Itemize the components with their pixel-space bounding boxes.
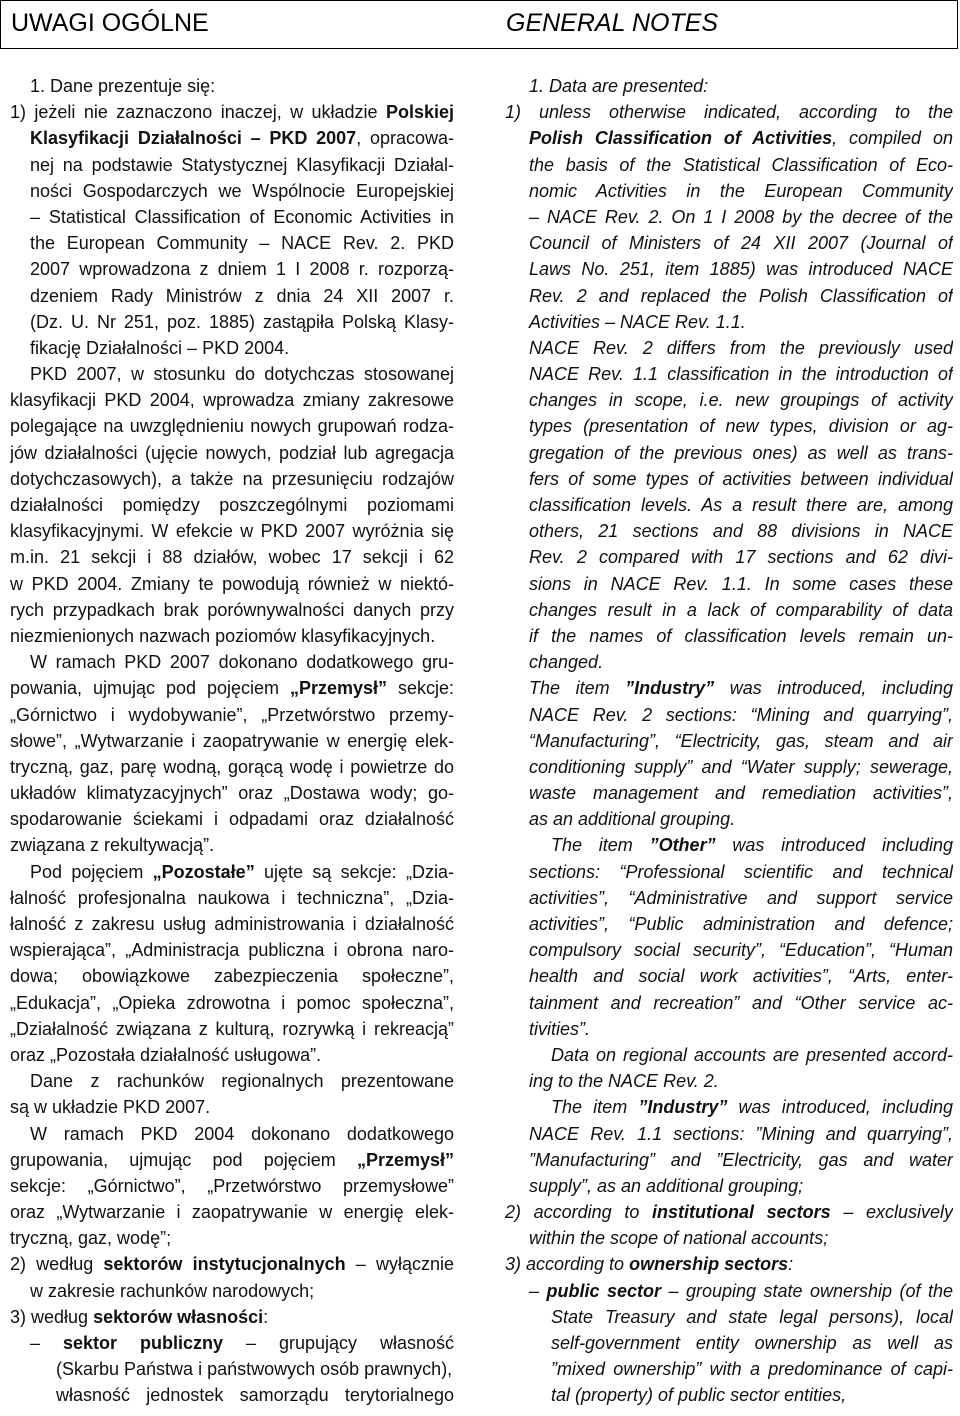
en-text-line: The item ”Other” was introduced including: [551, 835, 953, 856]
en-text-line: types (presentation of new types, division or ag-: [529, 416, 953, 437]
pl-text-line: łalność profesjonalna naukowa i techniczna”, „Dzia-: [10, 887, 454, 908]
pl-text-line: klasyfikacyjnymi. W efekcie w PKD 2007 wyróżnia się: [10, 521, 454, 542]
en-text-line: health and social work activities”, “Arts, enter-: [529, 966, 953, 987]
en-text-line: activities”, “Administrative and support service: [529, 887, 953, 908]
en-text-line: changes in scope, i.e. new groupings of activity: [529, 390, 953, 411]
en-text-line: ”Manufacturing” and ”Electricity, gas and water: [529, 1149, 953, 1170]
en-text-line: Rev. 2 and replaced the Polish Classification of: [529, 285, 953, 306]
en-text-line: The item ”Industry” was introduced, including: [551, 1097, 953, 1118]
en-text-line: tal (property) of public sector entities,: [551, 1385, 847, 1406]
pl-text-line: własność jednostek samorządu terytorialnego: [56, 1385, 454, 1406]
pl-text-line: 2) według sektorów instytucjonalnych – wyłącznie: [10, 1254, 454, 1275]
en-text-line: Polish Classification of Activities, compiled on: [529, 128, 953, 149]
en-text-line: Activities – NACE Rev. 1.1.: [529, 311, 746, 332]
en-text-line: Laws No. 251, item 1885) was introduced NACE: [529, 259, 953, 280]
pl-text-line: W ramach PKD 2004 dokonano dodatkowego: [30, 1123, 454, 1144]
pl-text-line: sekcje: „Górnictwo”, „Przetwórstwo przemysłowe”: [10, 1175, 454, 1196]
pl-text-line: jów działalności (ujęcie nowych, podział lub agregacja: [10, 442, 454, 463]
pl-text-line: spodarowanie ściekami i odpadami oraz działalność: [10, 809, 454, 830]
pl-text-line: Klasyfikacji Działalności – PKD 2007, opracowa-: [30, 128, 454, 149]
en-text-line: ing to the NACE Rev. 2.: [529, 1071, 719, 1092]
en-text-line: supply”, as an additional grouping;: [529, 1175, 804, 1196]
en-text-line: Data on regional accounts are presented accord-: [551, 1044, 953, 1065]
pl-text-line: działalności pomiędzy poszczególnymi poziomami: [10, 495, 454, 515]
en-text-line: within the scope of national accounts;: [529, 1228, 829, 1249]
pl-text-line: tryczną, gaz, parę wodną, gorącą wodę i powietrze do: [10, 756, 454, 777]
pl-text-line: łalność z zakresu usług administrowania i działalność: [10, 914, 454, 934]
en-text-line: NACE Rev. 1.1 sections: ”Mining and quarrying”,: [529, 1123, 953, 1144]
pl-text-line: dotychczasowych), a także na przesunięciu rodzajów: [10, 468, 454, 489]
pl-text-line: – Statistical Classification of Economic Activities in: [30, 206, 454, 227]
en-text-line: ”mixed ownership” with a predominance of capi-: [551, 1359, 953, 1380]
pl-text-line: wspierająca”, „Administracja publiczna i obrona naro-: [10, 940, 454, 961]
en-text-line: NACE Rev. 2 sections: “Mining and quarrying”,: [529, 704, 953, 725]
en-text-line: “Manufacturing”, “Electricity, gas, steam and air: [529, 730, 953, 751]
pl-text-line: Pod pojęciem „Pozostałe” ujęte są sekcje: „Dzia-: [30, 861, 454, 882]
pl-text-line: oraz „Pozostała działalność usługowa”.: [10, 1044, 322, 1065]
en-text-line: – NACE Rev. 2. On 1 I 2008 by the decree of the: [529, 206, 953, 227]
header-title-pl: UWAGI OGÓLNE: [11, 9, 209, 37]
en-text-line: self-government entity ownership as well as: [551, 1333, 953, 1353]
pl-text-line: Dane z rachunków regionalnych prezentowane: [30, 1071, 454, 1092]
pl-text-line: związana z rekultywacją”.: [10, 835, 215, 856]
en-text-line: 2) according to institutional sectors – exclusively: [505, 1202, 953, 1223]
pl-text-line: m.in. 21 sekcji i 88 działów, wobec 17 sekcji i 62: [10, 547, 454, 568]
pl-text-line: 3) według sektorów własności:: [10, 1306, 269, 1327]
pl-text-line: układów klimatyzacyjnych” oraz „Dostawa wody; go-: [10, 783, 454, 804]
en-text-line: tainment and recreation” and “Other service ac-: [529, 992, 953, 1013]
pl-text-line: dzeniem Rady Ministrów z dnia 24 XII 2007 r.: [30, 285, 454, 306]
pl-text-line: są w układzie PKD 2007.: [10, 1097, 211, 1118]
pl-text-line: „Edukacja”, „Opieka zdrowotna i pomoc społeczna”,: [10, 992, 454, 1013]
en-text-line: as an additional grouping.: [529, 809, 736, 830]
en-text-line: changed.: [529, 652, 604, 673]
en-text-line: activities”, “Public administration and defence;: [529, 914, 953, 934]
pl-text-line: 1) jeżeli nie zaznaczono inaczej, w układzie Polskiej: [10, 102, 454, 123]
pl-text-line: niezmienionych nazwach poziomów klasyfikacyjnych.: [10, 625, 436, 646]
en-text-line: classification levels. As a result there are, among: [529, 495, 953, 515]
pl-text-line: w zakresie rachunków narodowych;: [30, 1280, 315, 1301]
pl-text-line: (Skarbu Państwa i państwowych osób prawnych),: [56, 1359, 453, 1380]
pl-text-line: dowa; obowiązkowe zabezpieczenia społeczne”,: [10, 966, 454, 987]
pl-text-line: polegające na uwzględnieniu nowych grupowań rodza-: [10, 416, 454, 437]
pl-text-line: powania, ujmując pod pojęciem „Przemysł” sekcje:: [10, 678, 454, 699]
en-text-line: if the names of classification levels remain un-: [529, 625, 953, 646]
en-text-line: tivities”.: [529, 1018, 591, 1039]
en-text-line: 1) unless otherwise indicated, according to the: [505, 102, 953, 123]
pl-text-line: 2007 wprowadzona z dniem 1 I 2008 r. rozporzą-: [30, 259, 454, 280]
pl-text-line: nej na podstawie Statystycznej Klasyfikacji Działal-: [30, 154, 454, 175]
en-text-line: 1. Data are presented:: [529, 76, 709, 96]
en-text-line: Council of Ministers of 24 XII 2007 (Journal of: [529, 233, 953, 254]
pl-text-line: w PKD 2004. Zmiany te powodują również w niektó-: [10, 573, 454, 594]
pl-text-line: klasyfikacji PKD 2004, wprowadza zmiany zakresowe: [10, 390, 454, 411]
en-text-line: NACE Rev. 1.1 classification in the introduction of: [529, 364, 953, 385]
pl-text-line: PKD 2007, w stosunku do dotychczas stosowanej: [30, 364, 454, 385]
en-text-line: others, 21 sections and 88 divisions in NACE: [529, 521, 953, 542]
en-text-line: changes result in a lack of comparability of data: [529, 599, 953, 620]
en-text-line: sections: “Professional scientific and technical: [529, 861, 953, 882]
pl-text-line: 1. Dane prezentuje się:: [30, 76, 216, 96]
pl-text-line: rych przypadkach brak porównywalności danych przy: [10, 599, 454, 620]
en-text-line: – public sector – grouping state ownership (of the: [529, 1280, 953, 1301]
en-text-line: 3) according to ownership sectors:: [505, 1254, 794, 1275]
en-text-line: NACE Rev. 2 differs from the previously used: [529, 337, 953, 358]
pl-text-line: – sektor publiczny – grupujący własność: [30, 1333, 454, 1353]
pl-text-line: (Dz. U. Nr 251, poz. 1885) zastąpiła Polską Klasy-: [30, 311, 454, 332]
pl-text-line: „Działalność związana z kulturą, rozrywką i rekreacją”: [10, 1018, 454, 1039]
en-text-line: The item ”Industry” was introduced, including: [529, 678, 953, 699]
pl-text-line: „Górnictwo i wydobywanie”, „Przetwórstwo przemy-: [10, 704, 454, 725]
pl-text-line: the European Community – NACE Rev. 2. PKD: [30, 233, 454, 254]
en-text-line: waste management and remediation activities”,: [529, 783, 953, 804]
en-text-line: compulsory social security”, “Education”, “Human: [529, 940, 953, 961]
section-header: [0, 0, 958, 49]
header-title-en: GENERAL NOTES: [506, 9, 719, 37]
pl-text-line: ności Gospodarczych we Wspólnocie Europejskiej: [30, 180, 454, 201]
en-text-line: fers of some types of activities between individual: [529, 468, 953, 489]
pl-text-line: oraz „Wytwarzanie i zaopatrywanie w energię elek-: [10, 1202, 454, 1223]
en-text-line: conditioning supply” and “Water supply; sewerage,: [529, 756, 953, 777]
en-text-line: Rev. 2 compared with 17 sections and 62 divi-: [529, 547, 953, 568]
pl-text-line: słowe”, „Wytwarzanie i zaopatrywanie w energię elek-: [10, 730, 454, 751]
polish-text-column: [10, 73, 454, 1409]
en-text-line: sions in NACE Rev. 1.1. In some cases these: [529, 573, 953, 594]
pl-text-line: fikację Działalności – PKD 2004.: [30, 337, 290, 358]
pl-text-line: W ramach PKD 2007 dokonano dodatkowego gru-: [30, 652, 454, 673]
en-text-line: nomic Activities in the European Community: [529, 180, 953, 201]
en-text-line: the basis of the Statistical Classification of Eco-: [529, 154, 953, 175]
pl-text-line: grupowania, ujmując pod pojęciem „Przemysł”: [10, 1149, 454, 1170]
english-text-column: [505, 73, 953, 1409]
en-text-line: State Treasury and state legal persons), local: [551, 1306, 953, 1327]
pl-text-line: tryczną, gaz, wodę”;: [10, 1228, 172, 1249]
en-text-line: gregation of the previous ones) as well as trans-: [529, 442, 953, 463]
